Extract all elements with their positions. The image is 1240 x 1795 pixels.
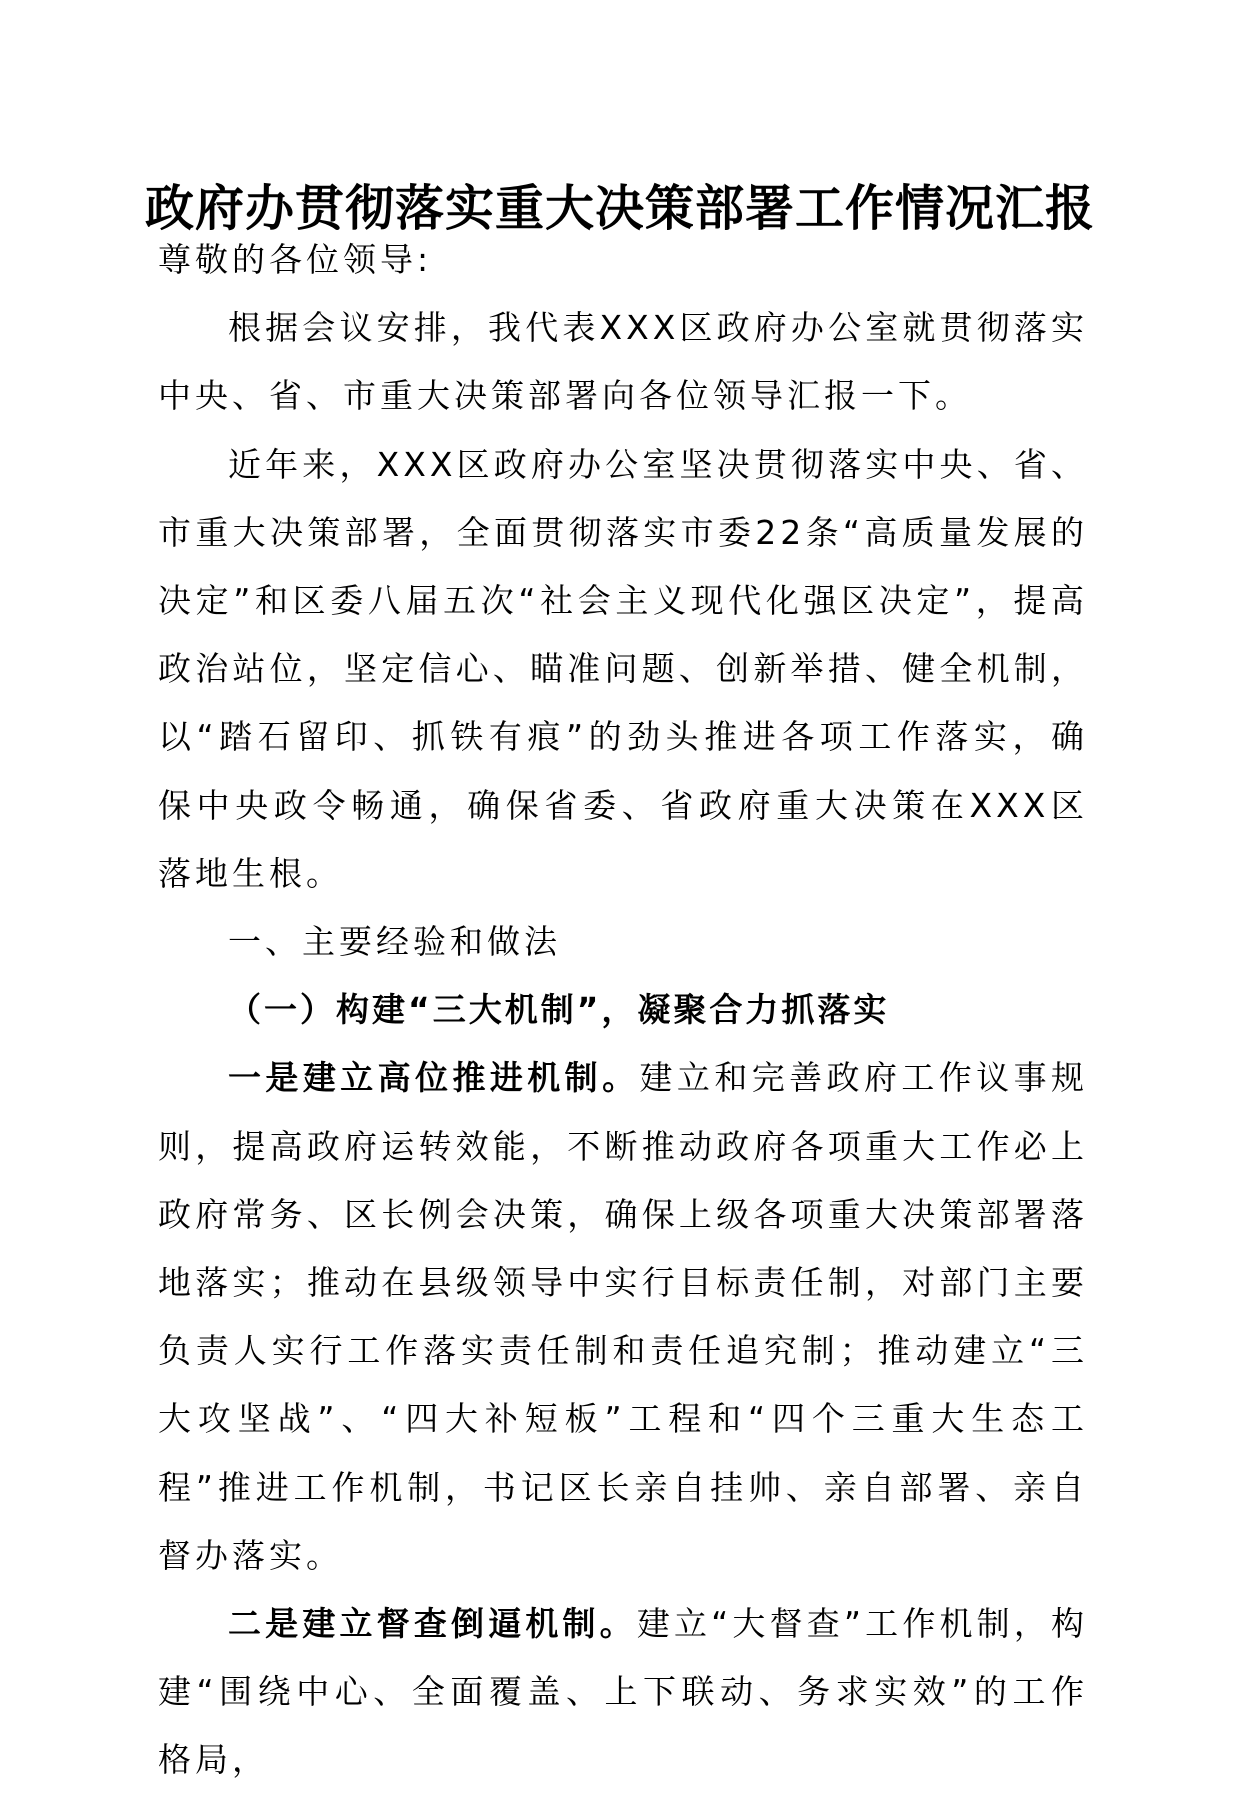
item-2-lead: 二是建立督查倒逼机制。	[228, 1604, 637, 1644]
document-title: 政府办贯彻落实重大决策部署工作情况汇报	[144, 179, 1095, 237]
paragraph-overview: 近年来，XXX区政府办公室坚决贯彻落实中央、省、市重大决策部署，全面贯彻落实市委22条“高质量发展的决定”和区委八届五次“社会主义现代化强区决定”，提高政治站位，坚定信心、瞄准问题、创新举措、健全机制，以“踏石留印、抓铁有痕”的劲头推进各项工作落实，确保中央政令畅通，确保省委、省政府重大决策在XXX区落地生根。	[158, 444, 1088, 893]
paragraph-intro: 根据会议安排，我代表XXX区政府办公室就贯彻落实中央、省、市重大决策部署向各位领导汇报一下。	[158, 308, 1088, 416]
item-1-lead: 一是建立高位推进机制。	[228, 1058, 640, 1098]
paragraph-item-2	[158, 1590, 1088, 1795]
item-1-text: 建立和完善政府工作议事规则，提高政府运转效能，不断推动政府各项重大工作必上政府常务、区长例会决策，确保上级各项重大决策部署落地落实；推动在县级领导中实行目标责任制，对部门主要负责人实行工作落实责任制和责任追究制；推动建立“三大攻坚战”、“四大补短板”工程和“四个三重大生态工程”推进工作机制，书记区长亲自挂帅、亲自部署、亲自督办落实。	[158, 1058, 1089, 1575]
salutation: 尊敬的各位领导:	[158, 240, 433, 279]
item-2-text: 建立“大督查”工作机制，构建“围绕中心、全面覆盖、上下联动、务求实效”的工作格局，	[158, 1604, 1089, 1780]
subsection-heading: （一）构建“三大机制”，凝聚合力抓落实	[228, 990, 890, 1030]
document-body	[158, 226, 1088, 1795]
section-heading: 一、主要经验和做法	[228, 922, 561, 962]
paragraph-item-1	[158, 1044, 1088, 1590]
